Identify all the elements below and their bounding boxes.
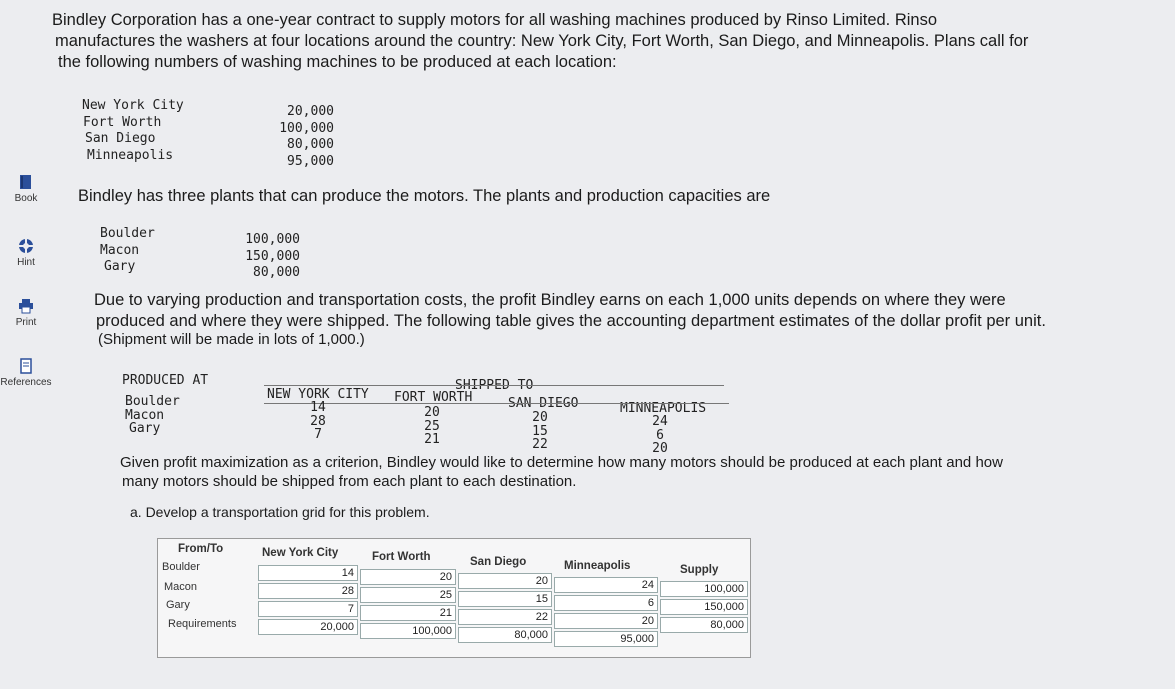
profit-col-san-diego bbox=[522, 411, 558, 452]
grid-col-san-diego: San Diego bbox=[470, 556, 527, 568]
profit-row-label: Macon bbox=[125, 407, 165, 423]
profit-cell: 22 bbox=[532, 437, 548, 452]
grid-col-nyc: New York City bbox=[262, 547, 339, 559]
profit-cell: 20 bbox=[424, 405, 440, 420]
plant-capacities bbox=[228, 232, 300, 282]
profit-line-3: (Shipment will be made in lots of 1,000.) bbox=[98, 331, 365, 348]
intro-line-3: the following numbers of washing machines to be produced at each location: bbox=[58, 53, 617, 71]
produced-at-header: PRODUCED AT bbox=[122, 373, 209, 388]
profit-col-fort-worth bbox=[414, 406, 450, 447]
profit-row-label: Gary bbox=[129, 421, 161, 436]
grid-cell[interactable]: 20 bbox=[360, 569, 456, 585]
grid-row-label-gary: Gary bbox=[166, 599, 190, 611]
location-name: Fort Worth bbox=[83, 114, 162, 130]
location-qty: 20,000 bbox=[287, 104, 334, 119]
grid-supply-cell[interactable]: 100,000 bbox=[660, 581, 748, 597]
grid-requirement-cell[interactable]: 80,000 bbox=[458, 627, 552, 643]
profit-row-labels bbox=[125, 394, 180, 438]
grid-cell[interactable]: 7 bbox=[258, 601, 358, 617]
profit-cell: 25 bbox=[424, 418, 440, 434]
grid-cell[interactable]: 28 bbox=[258, 583, 358, 599]
sidebar-item-book[interactable] bbox=[0, 174, 52, 204]
transportation-grid bbox=[157, 538, 751, 658]
intro-line-2: manufactures the washers at four locations around the country: New York City, Fort Worth, San Diego, and Minneapolis. Plans call for bbox=[55, 32, 1029, 50]
plant-capacity: 80,000 bbox=[253, 265, 300, 280]
grid-cell[interactable]: 24 bbox=[554, 577, 658, 593]
profit-cell: 7 bbox=[314, 427, 322, 442]
grid-requirement-cell[interactable]: 20,000 bbox=[258, 619, 358, 635]
plant-name: Macon bbox=[100, 242, 140, 258]
location-name: Minneapolis bbox=[87, 147, 174, 163]
document-icon bbox=[18, 358, 34, 374]
header-rule bbox=[264, 385, 724, 386]
profit-cell: 28 bbox=[310, 413, 326, 429]
col-header-nyc: NEW YORK CITY bbox=[267, 387, 369, 402]
location-name: New York City bbox=[82, 98, 184, 113]
profit-cell: 21 bbox=[424, 432, 440, 447]
profit-line-2: produced and where they were shipped. The following table gives the accounting department estimates of the dollar profit per unit. bbox=[96, 312, 1046, 330]
location-quantities bbox=[262, 104, 334, 170]
sidebar-item-label: References bbox=[0, 377, 52, 388]
col-header-fort-worth: FORT WORTH bbox=[394, 390, 473, 405]
sidebar-item-references[interactable] bbox=[0, 358, 52, 388]
shipped-to-header: SHIPPED TO bbox=[455, 378, 534, 393]
grid-cell[interactable]: 15 bbox=[458, 591, 552, 607]
printer-icon bbox=[18, 298, 34, 314]
plant-capacity: 100,000 bbox=[245, 232, 300, 247]
sidebar-item-label: Hint bbox=[17, 257, 35, 268]
grid-cell[interactable]: 22 bbox=[458, 609, 552, 625]
profit-cell: 20 bbox=[532, 410, 548, 425]
sidebar-item-hint[interactable] bbox=[0, 238, 52, 268]
location-qty: 95,000 bbox=[287, 153, 334, 169]
col-header-minneapolis: MINNEAPOLIS bbox=[620, 401, 707, 416]
question-line-2: many motors should be shipped from each plant to each destination. bbox=[122, 473, 577, 490]
grid-cell[interactable]: 14 bbox=[258, 565, 358, 581]
sidebar-item-label: Book bbox=[14, 193, 38, 204]
grid-cell[interactable]: 25 bbox=[360, 587, 456, 603]
plant-capacity: 150,000 bbox=[245, 248, 300, 264]
grid-col-minneapolis: Minneapolis bbox=[564, 560, 631, 572]
profit-cell: 20 bbox=[652, 441, 668, 456]
part-a-prompt: a. Develop a transportation grid for this problem. bbox=[130, 504, 430, 520]
grid-col-fort-worth: Fort Worth bbox=[372, 551, 431, 563]
grid-row-label-boulder: Boulder bbox=[162, 561, 200, 573]
profit-col-minneapolis bbox=[642, 415, 678, 456]
grid-supply-cell[interactable]: 150,000 bbox=[660, 599, 748, 615]
book-icon bbox=[18, 174, 34, 190]
sidebar-item-print[interactable] bbox=[0, 298, 52, 328]
grid-cell[interactable]: 21 bbox=[360, 605, 456, 621]
plant-name: Gary bbox=[104, 259, 136, 274]
grid-corner: From/To bbox=[178, 543, 224, 555]
plant-names bbox=[100, 226, 180, 276]
profit-cell: 6 bbox=[656, 427, 664, 443]
grid-requirement-cell[interactable]: 100,000 bbox=[360, 623, 456, 639]
location-qty: 80,000 bbox=[287, 137, 334, 152]
profit-cell: 14 bbox=[310, 400, 326, 415]
location-names bbox=[82, 98, 202, 164]
profit-cell: 15 bbox=[532, 423, 548, 439]
grid-cell[interactable]: 20 bbox=[554, 613, 658, 629]
intro-line-1: Bindley Corporation has a one-year contract to supply motors for all washing machines produced by Rinso Limited. Rinso bbox=[52, 11, 938, 29]
col-header-san-diego: SAN DIEGO bbox=[508, 396, 579, 411]
grid-row-label-macon: Macon bbox=[164, 581, 198, 593]
profit-col-nyc bbox=[300, 401, 336, 442]
grid-row-label-requirements: Requirements bbox=[168, 618, 237, 630]
plants-intro: Bindley has three plants that can produce the motors. The plants and production capacities are bbox=[78, 187, 771, 205]
sidebar-item-label: Print bbox=[15, 317, 37, 328]
grid-supply-cell[interactable]: 80,000 bbox=[660, 617, 748, 633]
location-name: San Diego bbox=[85, 131, 156, 146]
grid-cell[interactable]: 6 bbox=[554, 595, 658, 611]
lifebuoy-icon bbox=[18, 238, 34, 254]
profit-line-1: Due to varying production and transportation costs, the profit Bindley earns on each 1,000 units depends on where they were bbox=[94, 291, 1006, 309]
profit-row-label: Boulder bbox=[125, 394, 180, 409]
grid-col-supply: Supply bbox=[680, 564, 719, 576]
question-line-1: Given profit maximization as a criterion, Bindley would like to determine how many motors should be produced at each plant and how bbox=[120, 454, 1003, 471]
grid-requirement-cell[interactable]: 95,000 bbox=[554, 631, 658, 647]
plant-name: Boulder bbox=[100, 226, 155, 241]
profit-cell: 24 bbox=[652, 414, 668, 429]
grid-cell[interactable]: 20 bbox=[458, 573, 552, 589]
location-qty: 100,000 bbox=[279, 120, 334, 136]
